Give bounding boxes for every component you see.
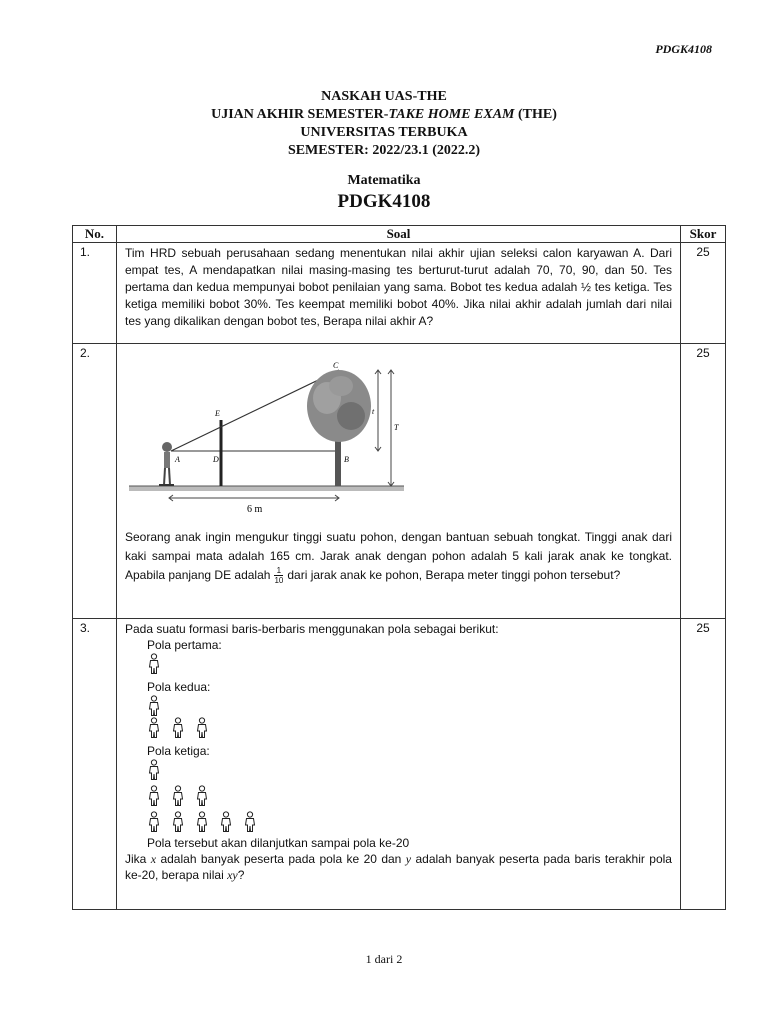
person-icon: [171, 811, 185, 833]
person-icon: [219, 811, 233, 833]
subject-block: [0, 172, 768, 214]
person-icon: [147, 653, 161, 675]
person-icon: [147, 759, 161, 781]
label-b: B: [344, 455, 349, 464]
table-row: [73, 344, 726, 619]
child-figure: [159, 442, 174, 485]
person-icon: [195, 785, 209, 807]
pattern-2-row-2: [125, 717, 672, 739]
pattern-3-row-3: [125, 811, 672, 833]
person-icon: [171, 785, 185, 807]
label-d: D: [213, 455, 219, 464]
subject-name: Matematika: [347, 173, 421, 188]
tree-figure: [307, 370, 371, 486]
person-icon: [147, 785, 161, 807]
header-soal: Soal: [117, 226, 681, 243]
pattern-3-label: Pola ketiga:: [147, 744, 210, 758]
question-text: Jika x adalah banyak peserta pada pola ke 20 dan y adalah banyak peserta pada baris terakhir pola ke-20, berapa nilai xy?: [125, 852, 672, 882]
table-header-row: [73, 226, 726, 243]
table-row: [73, 619, 726, 910]
distance-arrow: [169, 495, 339, 501]
person-icon: [195, 811, 209, 833]
pattern-continue: Pola tersebut akan dilanjutkan sampai pola ke-20: [147, 836, 410, 850]
ground-strip: [129, 486, 404, 491]
question-number: 2.: [73, 344, 117, 619]
table-row: [73, 243, 726, 344]
header-skor: Skor: [681, 226, 726, 243]
exam-header: [0, 88, 768, 160]
person-icon: [243, 811, 257, 833]
pattern-1-label: Pola pertama:: [147, 638, 222, 652]
person-icon: [147, 717, 161, 739]
pattern-2-row-1: [125, 695, 672, 717]
header-line-3: UNIVERSITAS TERBUKA: [300, 125, 468, 140]
person-icon: [147, 695, 161, 717]
tree-measurement-figure: [129, 358, 419, 518]
fraction: $\frac{1}{10}$: [274, 566, 284, 586]
question-number: 1.: [73, 243, 117, 344]
question-table: [72, 225, 726, 910]
page-footer: 1 dari 2: [365, 952, 403, 966]
question-score: 25: [681, 243, 726, 344]
question-intro: Pada suatu formasi baris-berbaris menggunakan pola sebagai berikut:: [125, 622, 499, 636]
page-code: PDGK4108: [655, 42, 712, 56]
header-line-4: SEMESTER: 2022/23.1 (2022.2): [287, 143, 481, 158]
question-text: Seorang anak ingin mengukur tinggi suatu pohon, dengan bantuan sebuah tongkat. Tinggi anak dari kaki sampai mata adalah 165 cm. Jarak anak dengan pohon adalah 5 kali jarak anak ke tongkat. Apabila panjang DE adalah $\frac{1}{10}$ dari jarak anak ke pohon, Berapa meter tinggi pohon tersebut?: [125, 530, 672, 586]
header-line-1: NASKAH UAS-THE: [321, 89, 447, 104]
header-no: No.: [73, 226, 117, 243]
pattern-1-row-1: [125, 653, 672, 675]
label-t-big: T: [394, 423, 399, 432]
header-line-2: UJIAN AKHIR SEMESTER-TAKE HOME EXAM (THE): [211, 107, 557, 122]
height-arrows: [375, 370, 394, 486]
pattern-2-label: Pola kedua:: [147, 680, 211, 694]
label-a: A: [175, 455, 180, 464]
label-t-small: t: [372, 407, 375, 416]
pattern-3-row-1: [125, 759, 672, 781]
question-text: Tim HRD sebuah perusahaan sedang menentukan nilai akhir ujian seleksi calon karyawan A. Dari empat tes, A mendapatkan nilai masing-masing tes berturut-turut adalah 70, 70, 90, dan 50. Tes pertama dan kedua mempunyai bobot penilaian yang sama. Bobot tes kedua adalah ½ tes ketiga. Tes ketiga memiliki bobot 30%. Tes keempat memiliki bobot 40%. Jika nilai akhir adalah jumlah dari nilai tes yang dikalikan dengan bobot tes, Berapa nilai akhir A?: [117, 243, 681, 344]
question-score: 25: [681, 619, 726, 910]
question-number: 3.: [73, 619, 117, 910]
question-score: 25: [681, 344, 726, 619]
pattern-3-row-2: [125, 785, 672, 807]
course-code: PDGK4108: [337, 191, 431, 212]
person-icon: [147, 811, 161, 833]
label-e: E: [215, 409, 220, 418]
person-icon: [171, 717, 185, 739]
person-icon: [195, 717, 209, 739]
distance-label: 6 m: [247, 504, 263, 515]
label-c: C: [333, 361, 339, 370]
